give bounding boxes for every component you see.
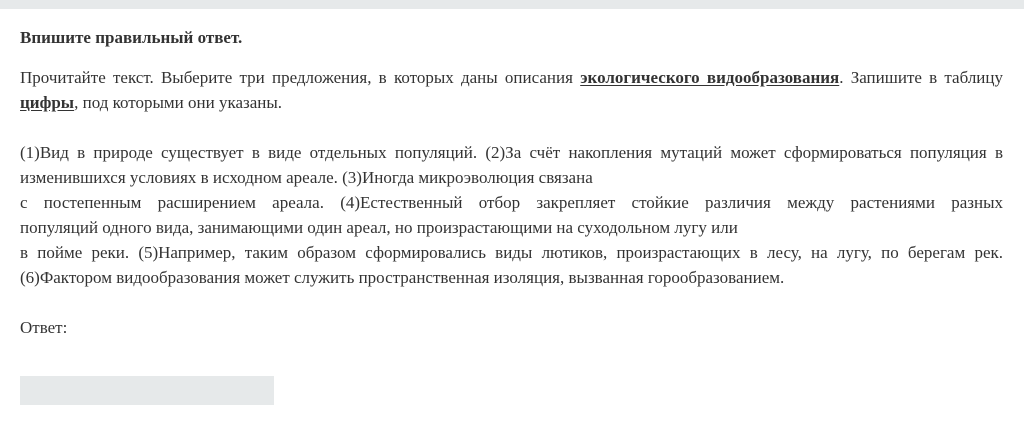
passage-line: изменившихся условиях в исходном ареале. (3)Иногда микроэволюция связана — [20, 168, 593, 187]
passage-text — [20, 140, 1003, 290]
passage-line: в пойме реки. (5)Например, таким образом сформировались виды лютиков, произрастающих в лесу, на лугу, по берегам рек. — [20, 243, 1003, 262]
task-text-part2: . Запишите в таблицу — [839, 68, 1004, 87]
passage-line: (1)Вид в природе существует в виде отдельных популяций. (2)За счёт накопления мутаций может сформироваться популяция в — [20, 143, 1003, 162]
answer-input[interactable] — [20, 376, 274, 405]
answer-label: Ответ: — [20, 318, 68, 337]
question-content — [20, 25, 1003, 340]
task-text — [20, 65, 1003, 115]
passage-line: популяций одного вида, занимающими один ареал, но произрастающими на суходольном лугу или — [20, 218, 738, 237]
task-digits: цифры — [20, 93, 75, 112]
passage-line: (6)Фактором видообразования может служить пространственная изоляция, вызванная горообразованием. — [20, 268, 785, 287]
task-text-part1: Прочитайте текст. Выберите три предложения, в которых даны описания — [20, 68, 581, 87]
task-term: экологического видообразования — [580, 68, 840, 87]
instruction-heading: Впишите правильный ответ. — [20, 28, 243, 47]
top-bar — [0, 0, 1024, 9]
passage-line: с постепенным расширением ареала. (4)Естественный отбор закрепляет стойкие различия между растениями разных — [20, 193, 1003, 212]
task-text-part3: , под которыми они указаны. — [74, 93, 283, 112]
